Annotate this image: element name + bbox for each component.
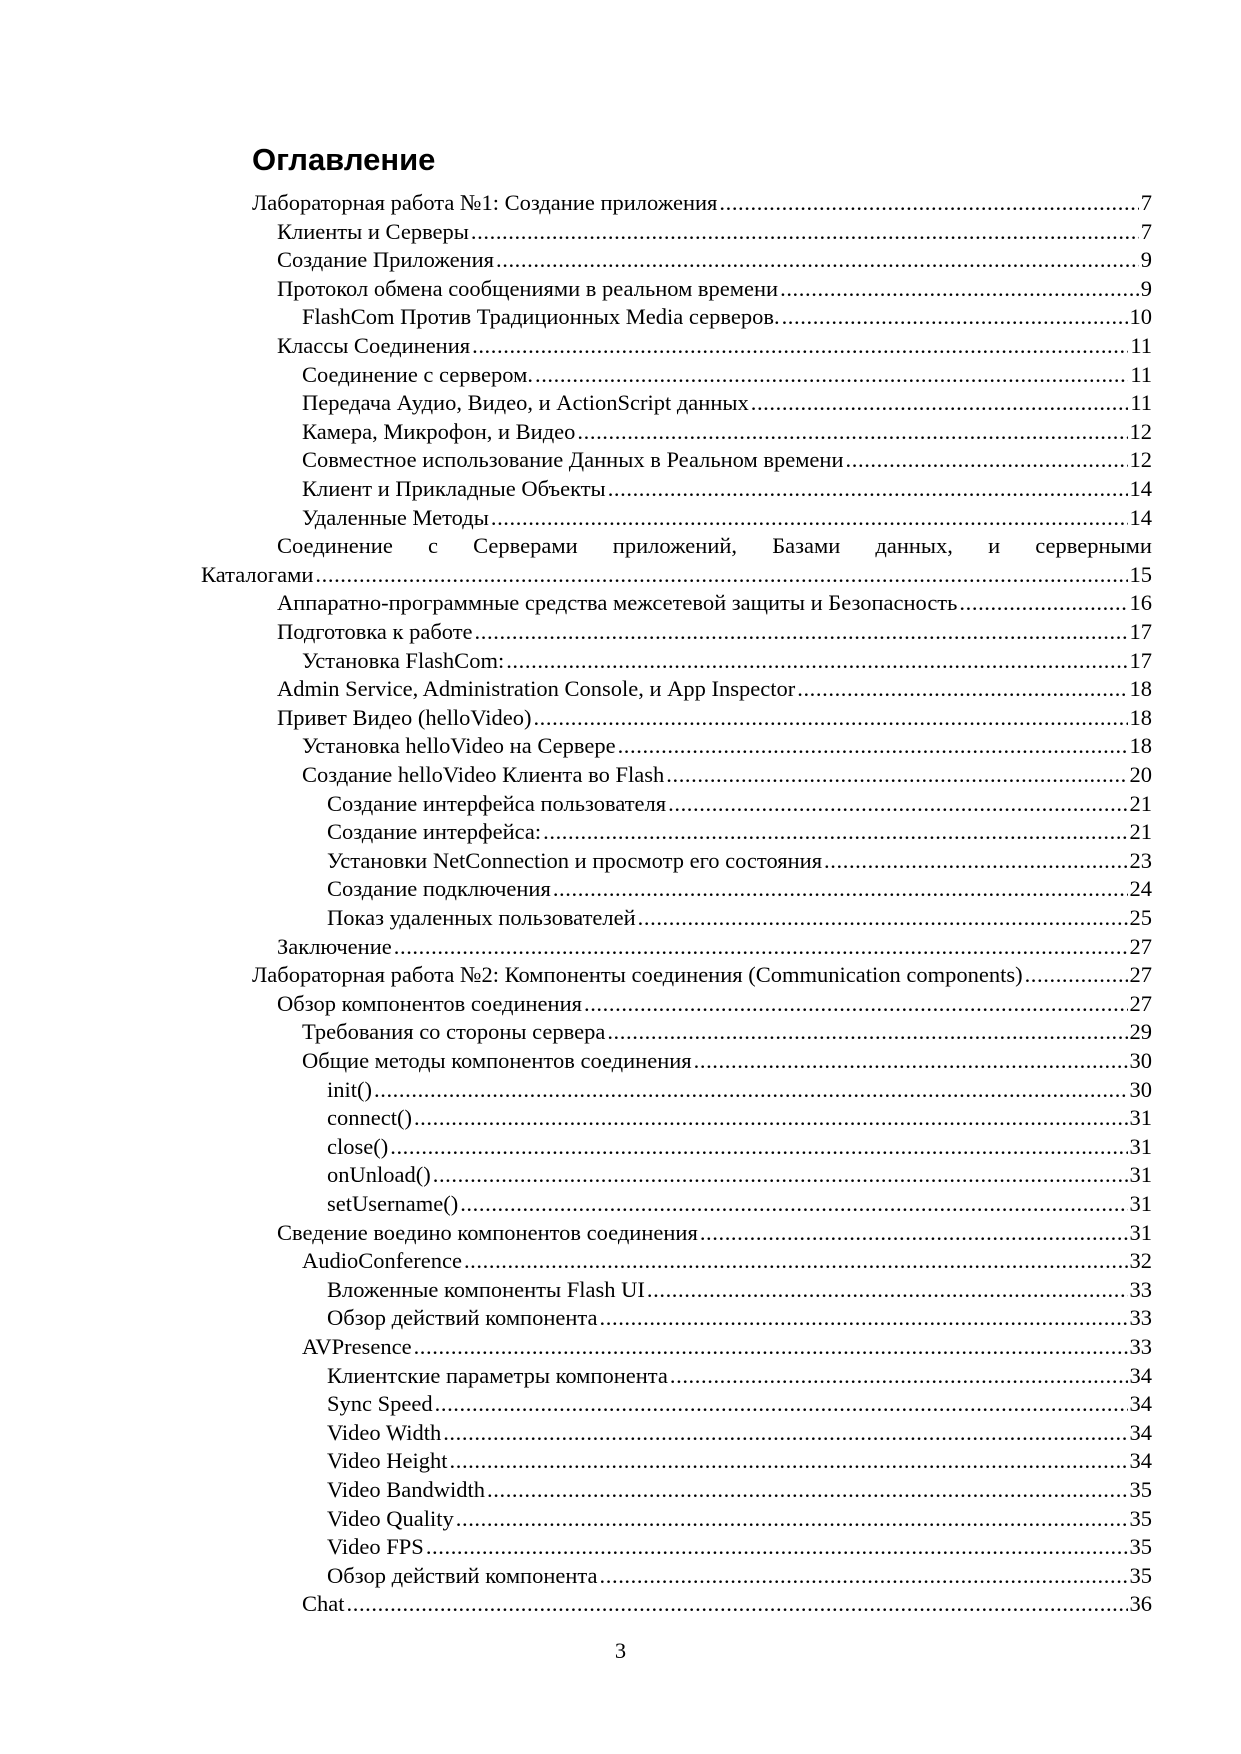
- word: и: [988, 533, 1001, 559]
- toc-entry-page: 30: [1129, 1076, 1152, 1102]
- toc-entry-label: Создание интерфейса пользователя: [327, 790, 667, 816]
- toc-entry[interactable]: [277, 674, 1152, 703]
- toc-entry-page: 11: [1130, 333, 1152, 358]
- toc-entry-page: 34: [1129, 1362, 1152, 1388]
- toc-entry[interactable]: [327, 1418, 1152, 1447]
- dot-leader: [584, 989, 1128, 1018]
- dot-leader: [959, 588, 1127, 617]
- dot-leader: [607, 1017, 1127, 1046]
- dot-leader: [533, 703, 1127, 732]
- toc-entry-page: 31: [1129, 1219, 1152, 1245]
- toc-entry[interactable]: [327, 903, 1152, 932]
- toc-entry-page: 30: [1129, 1048, 1152, 1073]
- toc-entry-page: 9: [1140, 275, 1152, 301]
- dot-leader: [460, 1189, 1127, 1218]
- dot-leader: [846, 445, 1128, 474]
- dot-leader: [719, 188, 1138, 217]
- toc-entry[interactable]: [327, 874, 1152, 903]
- toc-entry[interactable]: [277, 217, 1152, 246]
- toc-entry[interactable]: [327, 817, 1152, 846]
- toc-entry-label: Каталогами: [201, 561, 314, 587]
- word: Соединение: [277, 533, 393, 559]
- dot-leader: [347, 1589, 1128, 1618]
- toc-entry-label: Камера, Микрофон, и Видео: [302, 418, 576, 444]
- toc-entry[interactable]: [201, 560, 1152, 589]
- toc-entry-page: 17: [1129, 619, 1152, 644]
- toc-entry[interactable]: [302, 1589, 1152, 1618]
- toc-entry-label: Обзор действий компонента: [327, 1305, 598, 1331]
- dot-leader: [496, 245, 1139, 274]
- toc-entry-label: Заключение: [277, 933, 392, 959]
- dot-leader: [824, 846, 1127, 875]
- toc-entry-page: 36: [1129, 1591, 1152, 1617]
- toc-entry-label: Привет Видео (helloVideo): [277, 704, 532, 730]
- word: Серверами: [473, 533, 578, 559]
- toc-entry-label: Обзор компонентов соединения: [277, 990, 582, 1016]
- dot-leader: [433, 1160, 1128, 1189]
- toc-entry-label: Создание helloVideo Клиента во Flash: [302, 762, 665, 787]
- toc-entry-page: 24: [1129, 876, 1152, 902]
- toc-entry-label: init(): [327, 1076, 372, 1102]
- toc-entry-page: 35: [1129, 1534, 1152, 1560]
- dot-leader: [374, 1075, 1128, 1104]
- toc-entry-label: Клиентские параметры компонента: [327, 1362, 668, 1388]
- toc-entry[interactable]: [277, 331, 1152, 360]
- dot-leader: [543, 817, 1127, 846]
- toc-entry-page: 11: [1130, 390, 1152, 416]
- toc-entry-label: Клиент и Прикладные Объекты: [302, 476, 606, 501]
- toc-entry-label: Sync Speed: [327, 1391, 433, 1417]
- toc-entry[interactable]: [302, 388, 1152, 417]
- dot-leader: [475, 617, 1128, 646]
- dot-leader: [472, 331, 1128, 360]
- toc-entry[interactable]: [327, 1389, 1152, 1418]
- toc-entry-page: 15: [1129, 561, 1152, 587]
- toc-entry-page: 35: [1129, 1562, 1152, 1588]
- toc-entry-page: 18: [1129, 704, 1152, 730]
- dot-leader: [414, 1332, 1128, 1361]
- toc-entry-page: 31: [1129, 1162, 1152, 1188]
- toc-entry-label: Chat: [302, 1591, 345, 1617]
- word: с: [427, 533, 438, 559]
- word: Базами: [772, 533, 841, 559]
- toc-entry-label: AVPresence: [302, 1334, 412, 1359]
- toc-entry-label: Вложенные компоненты Flash UI: [327, 1276, 645, 1302]
- toc-entry[interactable]: [302, 360, 1152, 389]
- toc-entry-label: Общие методы компонентов соединения: [302, 1048, 692, 1073]
- dot-leader: [618, 731, 1128, 760]
- toc-entry[interactable]: [252, 188, 1152, 217]
- toc-entry[interactable]: [302, 1017, 1152, 1046]
- dot-leader: [1025, 960, 1128, 989]
- toc-entry[interactable]: [327, 846, 1152, 875]
- toc-entry-label: Создание интерфейса:: [327, 819, 542, 845]
- toc-entry-page: 27: [1129, 990, 1152, 1016]
- dot-leader: [797, 674, 1127, 703]
- toc-entry-page: 27: [1129, 933, 1152, 959]
- dot-leader: [553, 874, 1128, 903]
- toc-entry-page: 23: [1129, 847, 1152, 873]
- toc-entry-label: Создание подключения: [327, 876, 551, 902]
- toc-entry-label: Показ удаленных пользователей: [327, 905, 636, 930]
- word: данных,: [875, 533, 953, 559]
- toc-entry-page: 35: [1129, 1505, 1152, 1531]
- toc-entry-page: 31: [1129, 1105, 1152, 1131]
- toc-entry-label: Лабораторная работа №1: Создание приложения: [252, 190, 718, 215]
- toc-entry[interactable]: [302, 474, 1152, 503]
- toc-entry-page: 31: [1129, 1191, 1152, 1216]
- page-title: Оглавление: [252, 142, 436, 177]
- toc-entry[interactable]: [277, 1218, 1152, 1247]
- toc-entry-label: Обзор действий компонента: [327, 1562, 598, 1588]
- toc-entry[interactable]: [277, 989, 1152, 1018]
- toc-entry-label: Установка helloVideo на Сервере: [302, 733, 616, 759]
- toc-entry-label: Video FPS: [327, 1534, 424, 1560]
- toc-entry[interactable]: [327, 1446, 1152, 1475]
- toc-entry-label: Соединение с сервером.: [302, 361, 533, 387]
- toc-entry[interactable]: [302, 646, 1152, 675]
- toc-entry-page: 31: [1129, 1133, 1152, 1159]
- dot-leader: [670, 1361, 1128, 1390]
- toc-entry[interactable]: [277, 274, 1152, 303]
- toc-entry[interactable]: [277, 703, 1152, 732]
- word: серверными: [1035, 533, 1152, 559]
- toc-entry[interactable]: [302, 1246, 1152, 1275]
- toc-entry[interactable]: [327, 1275, 1152, 1304]
- toc-entry[interactable]: [302, 731, 1152, 760]
- toc-entry-page: 33: [1129, 1305, 1152, 1331]
- dot-leader: [456, 1504, 1128, 1533]
- toc-entry[interactable]: [252, 960, 1152, 989]
- toc-entry-label: Лабораторная работа №2: Компоненты соединения (Communication components): [252, 962, 1023, 988]
- toc-entry[interactable]: [327, 1189, 1152, 1218]
- dot-leader: [700, 1218, 1128, 1247]
- toc-entry-page: 29: [1129, 1019, 1152, 1045]
- toc-entry[interactable]: [302, 503, 1152, 532]
- dot-leader: [782, 302, 1128, 331]
- toc-entry-page: 18: [1129, 676, 1152, 702]
- toc-entry[interactable]: [327, 1303, 1152, 1332]
- toc-entry[interactable]: [277, 245, 1152, 274]
- toc-entry[interactable]: [327, 1475, 1152, 1504]
- toc-entry-page: 14: [1129, 476, 1152, 501]
- toc-entry-page: 7: [1140, 218, 1152, 244]
- dot-leader: [577, 417, 1127, 446]
- toc-entry-label: FlashCom Против Традиционных Media серверов.: [302, 304, 780, 330]
- toc-entry-label: close(): [327, 1133, 389, 1159]
- dot-leader: [390, 1132, 1127, 1161]
- toc-entry-page: 25: [1129, 905, 1152, 930]
- toc-entry-page: 16: [1129, 590, 1152, 616]
- toc-entry-label: Подготовка к работе: [277, 619, 473, 644]
- toc-entry-page: 20: [1129, 762, 1152, 787]
- dot-leader: [638, 903, 1128, 932]
- toc-entry-label: connect(): [327, 1105, 412, 1131]
- toc-entry[interactable]: [302, 302, 1152, 331]
- toc-entry-label: AudioConference: [302, 1248, 462, 1274]
- toc-entry[interactable]: [327, 1532, 1152, 1561]
- toc-entry-label: Удаленные Методы: [302, 504, 489, 530]
- toc-entry-label: Video Width: [327, 1419, 442, 1445]
- dot-leader: [535, 360, 1128, 389]
- dot-leader: [426, 1532, 1128, 1561]
- dot-leader: [506, 646, 1127, 675]
- toc-entry-label: Video Height: [327, 1448, 448, 1474]
- toc-entry-page: 10: [1129, 304, 1152, 330]
- toc-entry-label: Клиенты и Серверы: [277, 218, 469, 244]
- toc-entry[interactable]: [327, 1075, 1152, 1104]
- dot-leader: [450, 1446, 1128, 1475]
- toc-entry-page: 34: [1129, 1419, 1152, 1445]
- dot-leader: [464, 1246, 1128, 1275]
- toc-entry-page: 14: [1129, 504, 1152, 530]
- toc-entry[interactable]: [327, 789, 1152, 818]
- toc-entry[interactable]: [277, 617, 1152, 646]
- dot-leader: [694, 1046, 1128, 1075]
- dot-leader: [435, 1389, 1128, 1418]
- toc-entry-label: Admin Service, Administration Console, и App Inspector: [277, 676, 796, 702]
- toc-entry-page: 21: [1129, 790, 1152, 816]
- toc-entry-page: 12: [1129, 447, 1152, 473]
- dot-leader: [666, 760, 1127, 789]
- toc-entry-label: Установки NetConnection и просмотр его состояния: [327, 847, 823, 873]
- toc-entry[interactable]: [302, 1332, 1152, 1361]
- toc-entry-label: Создание Приложения: [277, 247, 494, 273]
- toc-entry[interactable]: [302, 445, 1152, 474]
- dot-leader: [315, 560, 1127, 589]
- toc-entry-page: 18: [1129, 733, 1152, 759]
- toc-entry-label: Передача Аудио, Видео, и ActionScript данных: [302, 390, 749, 416]
- page-number: 3: [614, 1638, 627, 1663]
- toc-entry[interactable]: [327, 1561, 1152, 1590]
- dot-leader: [668, 789, 1127, 818]
- toc-entry-page: 9: [1140, 247, 1152, 273]
- dot-leader: [491, 503, 1128, 532]
- dot-leader: [608, 474, 1128, 503]
- toc-entry[interactable]: [327, 1361, 1152, 1390]
- toc-entry[interactable]: [277, 932, 1152, 961]
- toc-entry-page: 34: [1129, 1448, 1152, 1474]
- toc-entry-page: 17: [1129, 647, 1152, 673]
- dot-leader: [600, 1561, 1128, 1590]
- toc-entry-label: Установка FlashCom:: [302, 647, 505, 673]
- toc-entry-page: 27: [1129, 962, 1152, 988]
- toc-entry-label: setUsername(): [327, 1191, 459, 1216]
- dot-leader: [780, 274, 1139, 303]
- toc-entry-page: 21: [1129, 819, 1152, 845]
- word: приложений,: [612, 533, 738, 559]
- toc-entry-label: Протокол обмена сообщениями в реальном времени: [277, 275, 779, 301]
- toc-entry-label: Сведение воедино компонентов соединения: [277, 1219, 698, 1245]
- toc-entry-label: Video Bandwidth: [327, 1477, 486, 1502]
- toc-entry-wrapped-line[interactable]: [277, 531, 1152, 560]
- toc-entry[interactable]: [302, 760, 1152, 789]
- dot-leader: [600, 1303, 1128, 1332]
- toc-entry[interactable]: [327, 1103, 1152, 1132]
- dot-leader: [414, 1103, 1128, 1132]
- dot-leader: [471, 217, 1139, 246]
- toc-entry-page: 35: [1129, 1477, 1152, 1502]
- toc-entry-label: Требования со стороны сервера: [302, 1019, 606, 1045]
- toc-entry-label: Классы Соединения: [277, 333, 471, 358]
- dot-leader: [394, 932, 1128, 961]
- toc-entry-label: onUnload(): [327, 1162, 431, 1188]
- toc-entry-label: Совместное использование Данных в Реальном времени: [302, 447, 844, 473]
- toc-entry-page: 34: [1129, 1391, 1152, 1417]
- toc-entry-page: 33: [1129, 1276, 1152, 1302]
- toc-entry[interactable]: [302, 1046, 1152, 1075]
- dot-leader: [487, 1475, 1127, 1504]
- toc-entry[interactable]: [302, 417, 1152, 446]
- toc-entry[interactable]: [327, 1504, 1152, 1533]
- toc-entry-page: 32: [1129, 1248, 1152, 1274]
- toc-entry[interactable]: [327, 1160, 1152, 1189]
- dot-leader: [443, 1418, 1127, 1447]
- dot-leader: [751, 388, 1129, 417]
- toc-entry-page: 7: [1140, 190, 1152, 215]
- toc-entry-label: Video Quality: [327, 1505, 454, 1531]
- toc-entry-page: 11: [1130, 361, 1152, 387]
- toc-entry[interactable]: [277, 588, 1152, 617]
- toc-entry-label: Аппаратно-программные средства межсетевой защиты и Безопасность: [277, 590, 958, 616]
- toc-entry-page: 33: [1129, 1334, 1152, 1359]
- toc-entry-page: 12: [1129, 418, 1152, 444]
- toc-entry[interactable]: [327, 1132, 1152, 1161]
- dot-leader: [647, 1275, 1128, 1304]
